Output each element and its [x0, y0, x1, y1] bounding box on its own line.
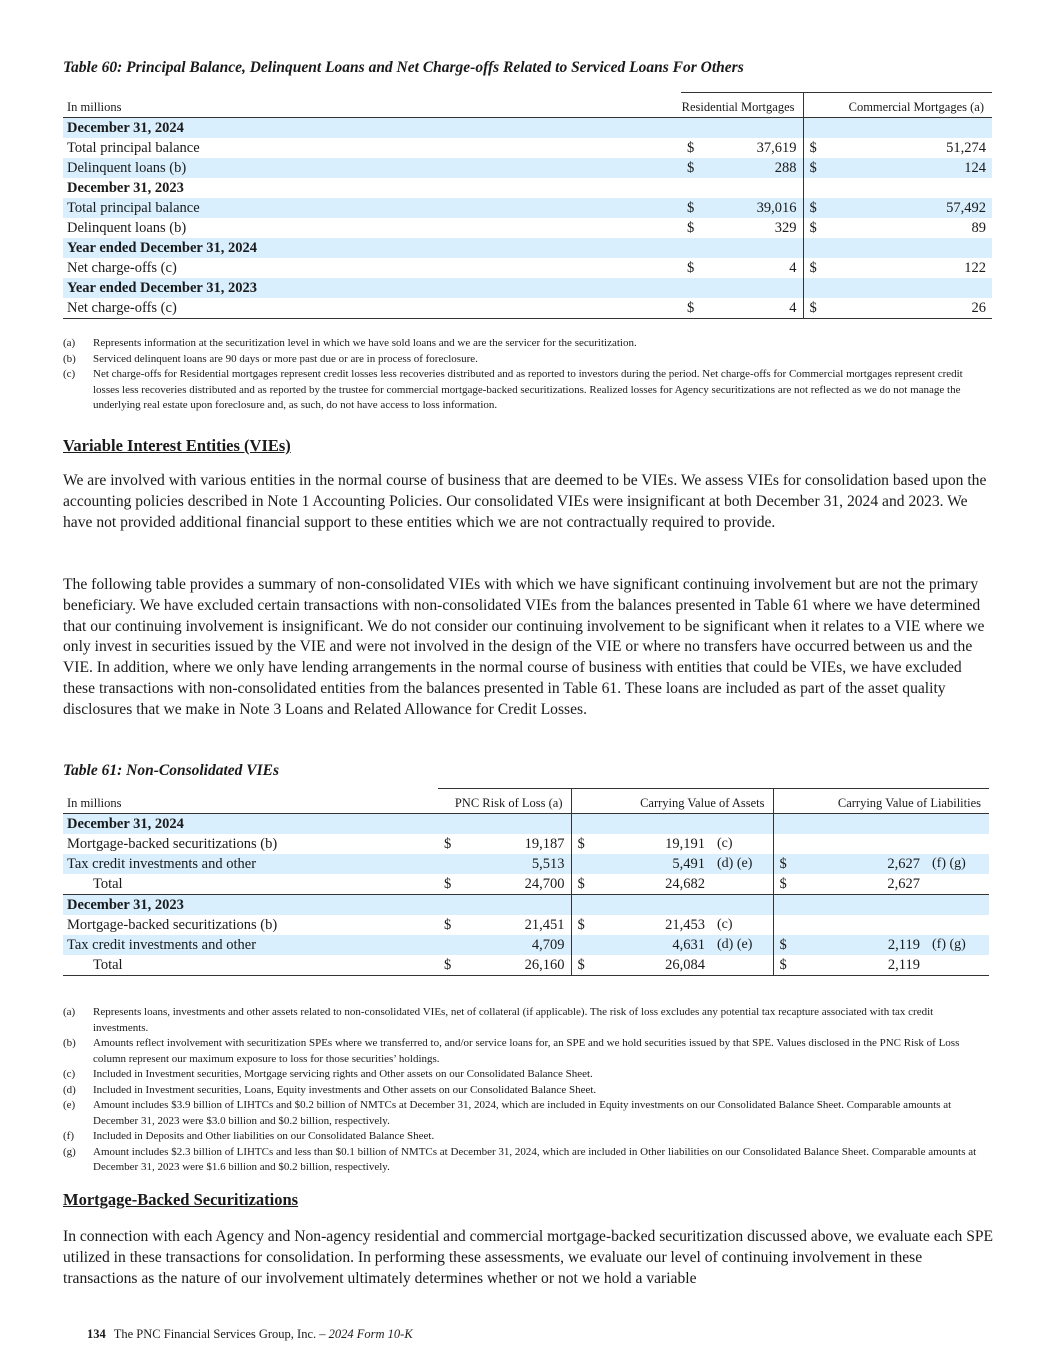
footnote-ref — [711, 874, 773, 895]
section-label: December 31, 2024 — [67, 815, 184, 832]
value-residential: 37,619 — [756, 139, 797, 156]
cell — [825, 278, 992, 298]
table-row — [63, 854, 989, 874]
footnote-key: (a) — [63, 1006, 76, 1018]
row-label: Tax credit investments and other — [67, 936, 257, 953]
currency-symbol: $ — [773, 854, 801, 874]
cell — [466, 814, 571, 835]
currency-symbol: $ — [687, 259, 695, 276]
value-commercial: 51,274 — [946, 139, 986, 156]
section-label: December 31, 2023 — [67, 896, 184, 913]
currency-symbol — [438, 854, 466, 874]
row-label: Mortgage-backed securitizations (b) — [67, 835, 278, 852]
currency-symbol: $ — [687, 199, 695, 216]
cell — [773, 895, 801, 916]
row-label: Tax credit investments and other — [67, 855, 257, 872]
value-risk-of-loss: 19,187 — [524, 835, 565, 852]
footnote-key: (c) — [63, 1068, 76, 1080]
col-residential-mortgages: Residential Mortgages — [681, 93, 803, 118]
footnote-text: Serviced delinquent loans are 90 days or more past due or are in process of foreclosure. — [93, 352, 478, 365]
page-number: 134 — [87, 1327, 106, 1341]
currency-symbol: $ — [681, 298, 703, 319]
col-carrying-value-liabilities: Carrying Value of Liabilities — [773, 789, 989, 814]
cell — [681, 118, 703, 139]
currency-symbol: $ — [438, 874, 466, 895]
footnote-text: Net charge-offs for Residential mortgages represent credit losses less recoveries distributed and as reported to investors during the period. Net charge-offs for Commercial mortgages represent credit losses less recoveries distributed and as reported by the trustee for commercial mortgage-backed securitizations. Realized losses for Agency securitizations are not reflected as we do not manage the underlying real estate upon foreclosure and, as such, do not have access to loss information. — [93, 368, 963, 411]
footnote — [63, 1067, 988, 1083]
footnote — [63, 352, 988, 368]
col-carrying-value-assets: Carrying Value of Assets — [571, 789, 773, 814]
footnote — [63, 1145, 988, 1176]
currency-symbol: $ — [773, 955, 801, 976]
row-label: Total — [63, 874, 438, 895]
table-row — [63, 834, 989, 854]
cell — [703, 118, 803, 139]
row-label: Delinquent loans (b) — [67, 219, 187, 236]
table-row — [63, 278, 992, 298]
footnote-ref — [711, 955, 773, 976]
currency-symbol: $ — [803, 138, 825, 158]
col-pnc-risk-of-loss: PNC Risk of Loss (a) — [438, 789, 571, 814]
footnote-ref — [926, 874, 989, 895]
section-label: Year ended December 31, 2023 — [67, 279, 257, 296]
footnote-text: Represents information at the securitization level in which we have sold loans and we are the servicer for the securitization. — [93, 337, 637, 349]
table-row — [63, 118, 992, 139]
value-residential: 288 — [774, 159, 797, 176]
currency-symbol: $ — [438, 955, 466, 976]
footnote — [63, 367, 988, 414]
cell — [703, 238, 803, 258]
footnote-key: (d) — [63, 1083, 76, 1096]
footnote-text: Amount includes $2.3 billion of LIHTCs and less than $0.1 billion of NMTCs at December 31, 2024, which are included in Other liabilities on our Consolidated Balance Sheet. Comparable amounts at December 31, 2023 were $1.6 billion and $0.2 billion, respectively. — [93, 1145, 977, 1173]
cell — [803, 178, 825, 198]
value-commercial: 57,492 — [946, 199, 986, 216]
footnote-key: (b) — [63, 352, 76, 365]
cell — [825, 118, 992, 139]
footnote-key: (g) — [63, 1145, 76, 1158]
row-label: Net charge-offs (c) — [67, 259, 177, 276]
table-row — [63, 874, 989, 895]
footnote-key: (a) — [63, 337, 76, 349]
currency-symbol: $ — [571, 874, 599, 895]
cell — [926, 814, 989, 835]
col-commercial-mortgages: Commercial Mortgages (a) — [803, 93, 992, 118]
currency-symbol: $ — [773, 935, 801, 955]
currency-symbol: $ — [571, 915, 599, 935]
table-row — [63, 895, 989, 916]
footnote-text: Amount includes $3.9 billion of LIHTCs and $0.2 billion of NMTCs at December 31, 2024, which are included in Equity investments on our Consolidated Balance Sheet. Comparable amounts at December 31, 2023 were $3.0 billion and $0.2 billion, respectively. — [93, 1099, 952, 1127]
cell — [571, 895, 599, 916]
value-risk-of-loss: 26,160 — [466, 955, 571, 976]
value-commercial: 89 — [971, 219, 986, 236]
table-row — [63, 218, 992, 238]
cell — [801, 895, 926, 916]
currency-symbol — [571, 935, 599, 955]
value-liabilities: 2,627 — [801, 874, 926, 895]
footnote-key: (c) — [63, 368, 76, 380]
footnote — [63, 336, 988, 352]
currency-symbol: $ — [803, 158, 825, 178]
currency-symbol: $ — [571, 955, 599, 976]
cell — [801, 814, 926, 835]
row-label: Total — [63, 955, 438, 976]
footer-company: The PNC Financial Services Group, Inc. – — [113, 1327, 329, 1341]
row-label: Net charge-offs (c) — [63, 298, 681, 319]
cell — [825, 178, 992, 198]
footnote-ref — [926, 915, 989, 935]
mbs-heading: Mortgage-Backed Securitizations — [63, 1190, 299, 1209]
cell — [571, 814, 599, 835]
vie-paragraph-1: We are involved with various entities in the normal course of business that are deemed to be VIEs. We assess VIEs for consolidation based upon the accounting policies described in Note 1 Accounting Policies. Our consolidated VIEs were insignificant at both December 31, 2024 and 2023. We have not provided additional financial support to these entities which we are not contractually required to provide. — [63, 472, 987, 531]
value-risk-of-loss: 5,513 — [531, 855, 565, 872]
table-61-header — [63, 789, 989, 814]
table-row — [63, 138, 992, 158]
value-liabilities — [801, 915, 926, 935]
footnote-text: Amounts reflect involvement with securitization SPEs where we transferred to, and/or service loans for, an SPE and we hold securities issued by that SPE. Values disclosed in the PNC Risk of Loss column represent our maximum exposure to loss for those securities’ holdings. — [93, 1037, 960, 1065]
value-assets: 24,682 — [599, 874, 711, 895]
vie-paragraph-2: The following table provides a summary of non-consolidated VIEs with which we have significant continuing involvement but are not the primary beneficiary. We have excluded certain transactions with non-consolidated VIEs from the balances presented in Table 61 where we have determined that our continuing involvement is insignificant. We do not consider our continuing involvement to be significant when it relates to a VIE where we only invest in securities issued by the VIE and were not involved in the design of the VIE or where no transfers have occurred between us and the VIE. In addition, where we only have lending arrangements in the normal course of business with entities that could be VIEs, we have excluded these transactions with non-consolidated entities from the balances presented in Table 61. These loans are included as part of the asset quality disclosures that we make in Note 3 Loans and Related Allowance for Credit Losses. — [63, 576, 985, 718]
table-row — [63, 258, 992, 278]
unit-label: In millions — [63, 93, 681, 118]
cell — [711, 895, 773, 916]
value-residential: 329 — [774, 219, 797, 236]
table-61-footnotes — [63, 1005, 988, 1176]
value-risk-of-loss: 21,451 — [524, 916, 565, 933]
footnote-ref: (f) (g) — [932, 856, 966, 871]
table-row — [63, 198, 992, 218]
value-liabilities: 2,119 — [887, 936, 920, 953]
footnote-text: Included in Investment securities, Mortgage servicing rights and Other assets on our Consolidated Balance Sheet. — [93, 1068, 593, 1080]
table-row — [63, 238, 992, 258]
table-row — [63, 915, 989, 935]
cell — [803, 118, 825, 139]
currency-symbol: $ — [803, 218, 825, 238]
value-risk-of-loss: 4,709 — [531, 936, 565, 953]
footnote-key: (f) — [63, 1130, 74, 1142]
footnote-text: Included in Deposits and Other liabilities on our Consolidated Balance Sheet. — [93, 1130, 435, 1142]
value-commercial: 26 — [825, 298, 992, 319]
value-residential: 4 — [703, 298, 803, 319]
cell — [681, 278, 703, 298]
table-61-title: Table 61: Non-Consolidated VIEs — [63, 762, 280, 779]
currency-symbol: $ — [803, 258, 825, 278]
footnote-ref: (f) (g) — [932, 937, 966, 952]
currency-symbol: $ — [773, 874, 801, 895]
currency-symbol: $ — [444, 835, 452, 852]
cell — [773, 814, 801, 835]
currency-symbol: $ — [687, 219, 695, 236]
currency-symbol: $ — [571, 834, 599, 854]
currency-symbol — [438, 935, 466, 955]
cell — [438, 814, 466, 835]
row-label: Delinquent loans (b) — [67, 159, 187, 176]
cell — [825, 238, 992, 258]
value-assets: 5,491 — [672, 855, 705, 872]
value-assets: 26,084 — [599, 955, 711, 976]
table-60 — [63, 92, 992, 319]
value-liabilities: 2,627 — [887, 855, 920, 872]
value-residential: 39,016 — [756, 199, 797, 216]
value-risk-of-loss: 24,700 — [466, 874, 571, 895]
unit-label: In millions — [63, 789, 438, 814]
value-commercial: 122 — [964, 259, 986, 276]
vie-heading: Variable Interest Entities (VIEs) — [63, 436, 291, 455]
page-footer — [87, 1327, 413, 1342]
row-label: Total principal balance — [67, 199, 200, 216]
cell — [466, 895, 571, 916]
table-61 — [63, 788, 989, 976]
currency-symbol: $ — [444, 916, 452, 933]
cell — [803, 238, 825, 258]
footnote-ref — [926, 834, 989, 854]
cell — [803, 278, 825, 298]
table-60-title: Table 60: Principal Balance, Delinquent Loans and Net Charge-offs Related to Serviced Loans For Others — [63, 59, 744, 76]
table-row — [63, 178, 992, 198]
cell — [711, 814, 773, 835]
value-liabilities — [801, 834, 926, 854]
value-assets: 21,453 — [665, 916, 705, 933]
footnote-ref: (d) (e) — [717, 937, 753, 952]
cell — [599, 895, 711, 916]
cell — [703, 178, 803, 198]
footnote-ref: (d) (e) — [717, 856, 753, 871]
table-row — [63, 814, 989, 835]
cell — [438, 895, 466, 916]
footnote — [63, 1036, 988, 1067]
value-liabilities: 2,119 — [801, 955, 926, 976]
currency-symbol: $ — [687, 139, 695, 156]
footnote — [63, 1005, 988, 1036]
table-60-header — [63, 93, 992, 118]
footnote — [63, 1098, 988, 1129]
table-row — [63, 935, 989, 955]
table-60-footnotes — [63, 336, 988, 414]
cell — [926, 895, 989, 916]
value-assets: 19,191 — [665, 835, 705, 852]
currency-symbol: $ — [803, 198, 825, 218]
footnote-text: Included in Investment securities, Loans, Equity investments and Other assets on our Consolidated Balance Sheet. — [93, 1083, 597, 1096]
value-residential: 4 — [789, 259, 797, 276]
footnote-text: Represents loans, investments and other assets related to non-consolidated VIEs, net of collateral (if applicable). The risk of loss excludes any potential tax recapture associated with tax credit investments. — [93, 1006, 934, 1034]
value-assets: 4,631 — [672, 936, 705, 953]
footnote — [63, 1083, 988, 1099]
mbs-paragraph: In connection with each Agency and Non-agency residential and commercial mortgage-backed securitization discussed above, we evaluate each SPE utilized in these transactions for consolidation. In performing these assessments, we evaluate our level of continuing involvement in these transactions as the nature of our involvement ultimately determines whether or not we hold a variable — [63, 1228, 994, 1287]
value-commercial: 124 — [964, 159, 986, 176]
section-label: Year ended December 31, 2024 — [67, 239, 257, 256]
footnote-ref: (c) — [717, 836, 733, 851]
row-label: Total principal balance — [67, 139, 200, 156]
footnote-key: (b) — [63, 1037, 76, 1049]
table-row — [63, 955, 989, 976]
footnote-ref — [926, 955, 989, 976]
section-label: December 31, 2023 — [67, 179, 184, 196]
table-row — [63, 158, 992, 178]
footnote-ref: (c) — [717, 917, 733, 932]
cell — [681, 178, 703, 198]
footnote — [63, 1129, 988, 1145]
cell — [599, 814, 711, 835]
currency-symbol — [773, 834, 801, 854]
currency-symbol — [773, 915, 801, 935]
currency-symbol — [571, 854, 599, 874]
cell — [681, 238, 703, 258]
section-label: December 31, 2024 — [67, 119, 184, 136]
currency-symbol: $ — [803, 298, 825, 319]
table-row — [63, 298, 992, 319]
row-label: Mortgage-backed securitizations (b) — [67, 916, 278, 933]
footer-form: 2024 Form 10-K — [328, 1327, 413, 1341]
currency-symbol: $ — [687, 159, 695, 176]
cell — [703, 278, 803, 298]
footnote-key: (e) — [63, 1099, 76, 1111]
